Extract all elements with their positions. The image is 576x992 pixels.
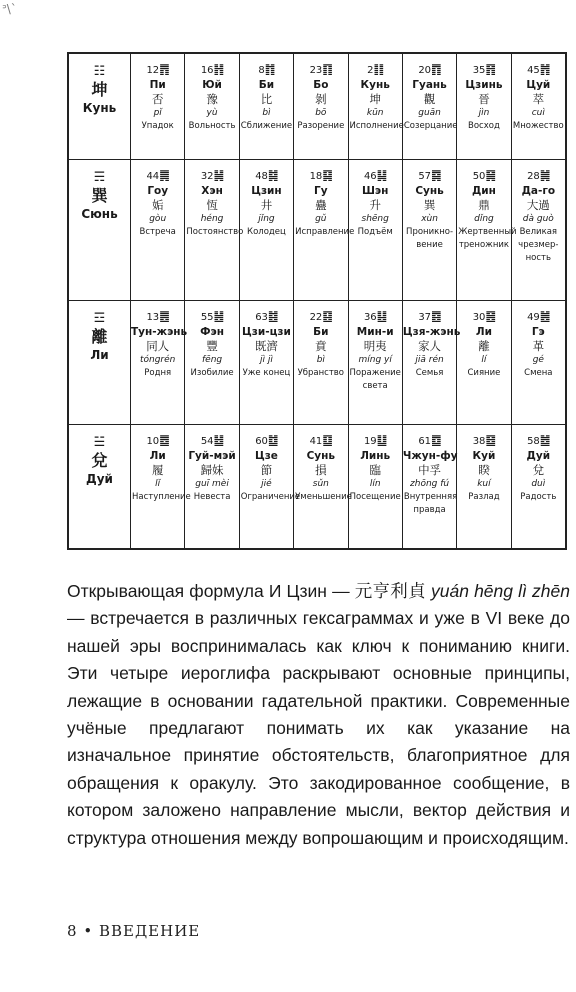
hexagram-pinyin: kūn	[366, 108, 384, 118]
hexagram-translation: Жертвенный треножник	[458, 227, 517, 251]
trigram-hanzi: 離	[91, 327, 108, 347]
trigram-cell	[69, 425, 131, 549]
hexagram-number: 36	[363, 312, 377, 324]
hexagram-number: 8	[258, 65, 265, 76]
hexagram-hanzi: 升	[369, 198, 381, 213]
hexagram-name: Гу	[314, 185, 328, 198]
trigram-symbol: ☲	[93, 311, 106, 327]
hexagram-hanzi: 兌	[532, 463, 545, 478]
hexagram-name: Юй	[202, 79, 222, 91]
table-row	[69, 160, 566, 301]
hexagram-cell	[402, 301, 461, 425]
hexagram-hanzi: 恆	[206, 198, 218, 213]
hexagram-pinyin: bì	[316, 355, 325, 366]
hexagram-pinyin: míng yí	[358, 355, 392, 366]
hexagram-name: Сунь	[306, 450, 336, 463]
hexagram-hanzi: 蠱	[315, 198, 327, 213]
hexagram-cell	[457, 54, 511, 160]
hexagram-name: Гэ	[531, 326, 545, 339]
hexagram-cell	[239, 54, 293, 160]
hexagram-cell	[294, 301, 348, 425]
trigram-name: Ли	[90, 348, 109, 363]
hexagram-hanzi: 豐	[206, 339, 218, 354]
table-row	[69, 425, 566, 549]
hexagram-pinyin: xùn	[421, 214, 438, 225]
hexagram-icon: ䷫	[159, 168, 169, 183]
section-title: ВВЕДЕНИЕ	[98, 922, 201, 940]
hexagram-number: 46	[363, 171, 377, 183]
hexagram-icon: ䷤	[431, 309, 441, 324]
hexagram-number: 19	[363, 436, 377, 448]
hexagram-icon: ䷨	[322, 433, 333, 448]
hexagram-translation: Семья	[415, 368, 444, 379]
hexagram-pinyin: gǔ	[315, 214, 327, 225]
trigram-cell	[69, 301, 131, 425]
hexagram-number: 48	[255, 171, 268, 183]
trigram-name: Дуй	[86, 472, 113, 487]
page-footer	[67, 922, 200, 940]
hexagram-pinyin: héng	[200, 214, 224, 225]
hexagram-name: Би	[258, 79, 275, 91]
hexagram-name: Хэн	[201, 185, 223, 198]
hexagram-number: 22	[309, 312, 323, 324]
hexagram-pinyin: jié	[261, 479, 272, 490]
hexagram-number: 57	[418, 171, 432, 183]
hexagram-cell	[294, 425, 352, 549]
hexagram-translation: Колодец	[247, 227, 286, 238]
hexagram-hanzi: 離	[478, 339, 490, 354]
hexagram-name: Кунь	[360, 79, 390, 91]
hexagram-name: Дуй	[526, 450, 551, 463]
hexagram-translation: Восход	[468, 121, 500, 131]
hexagram-hanzi: 睽	[478, 463, 490, 478]
hexagram-pinyin: pǐ	[153, 108, 162, 118]
trigram-hanzi: 兌	[91, 451, 108, 471]
trigram-symbol: ☷	[93, 64, 106, 79]
hexagram-name: Цзинь	[465, 79, 503, 91]
hexagram-number: 38	[472, 436, 486, 448]
trigram-cell	[69, 160, 131, 301]
paragraph-start: Открывающая формула И Цзин — 元亨利貞	[67, 581, 431, 601]
hexagram-translation: Смена	[524, 368, 553, 379]
hexagram-pinyin: sǔn	[312, 479, 329, 490]
hexagram-hanzi: 觀	[423, 92, 436, 106]
hexagram-icon: ䷕	[322, 309, 333, 324]
hexagram-name: Шэн	[361, 185, 389, 198]
hexagram-hanzi: 姤	[151, 198, 164, 213]
hexagram-cell	[511, 301, 565, 425]
footer-separator: •	[83, 922, 94, 940]
hexagram-cell	[131, 425, 191, 549]
hexagram-icon: ䷻	[267, 433, 278, 448]
hexagram-translation: Подъём	[357, 227, 393, 238]
hexagram-translation: Разорение	[297, 121, 345, 131]
hexagram-pinyin: jìn	[478, 108, 490, 118]
hexagram-hanzi: 比	[260, 92, 273, 106]
hexagram-number: 20	[418, 65, 432, 76]
hexagram-pinyin: lín	[369, 479, 381, 490]
hexagram-number: 10	[146, 436, 160, 448]
hexagram-cell	[239, 425, 301, 549]
hexagram-number: 23	[309, 65, 323, 76]
hexagram-name: Бо	[313, 79, 329, 91]
hexagram-translation: Встреча	[139, 227, 176, 238]
hexagram-number: 28	[527, 171, 540, 183]
hexagram-name: Пи	[149, 79, 166, 91]
hexagram-translation: Постоянство	[186, 227, 244, 238]
hexagram-icon: ䷏	[213, 62, 224, 76]
hexagram-cell	[402, 425, 456, 549]
hexagram-hanzi: 否	[151, 92, 164, 106]
hexagram-translation: Проникно-вение	[406, 227, 454, 251]
hexagram-hanzi: 大過	[526, 198, 550, 213]
hexagram-icon: ䷶	[213, 309, 224, 324]
hexagram-icon: ䷣	[376, 309, 387, 324]
hexagram-icon: ䷢	[485, 62, 496, 76]
hexagram-hanzi: 履	[151, 463, 164, 478]
hexagram-number: 50	[472, 171, 486, 183]
hexagram-hanzi: 豫	[206, 92, 218, 106]
hexagram-number: 2	[367, 65, 374, 76]
hexagram-name: Би	[313, 326, 329, 339]
body-paragraph	[67, 578, 570, 852]
hexagram-cell	[185, 160, 244, 301]
trigram-name: Кунь	[82, 101, 117, 115]
hexagram-hanzi: 井	[260, 198, 273, 213]
hexagram-hanzi: 賁	[315, 339, 327, 354]
hexagram-translation: Исправление	[295, 227, 355, 238]
hexagram-pinyin: guī mèi	[195, 479, 229, 490]
hexagram-icon: ䷓	[431, 62, 441, 76]
hexagram-hanzi: 臨	[369, 463, 381, 478]
hexagram-hanzi: 坤	[369, 92, 381, 106]
hexagram-cell	[131, 301, 188, 425]
hexagram-name: Цзи-цзи	[242, 326, 291, 339]
hexagram-icon: ䷟	[213, 168, 224, 183]
paragraph-italic-pinyin: yuán hēng lì zhēn	[430, 581, 570, 601]
hexagram-icon: ䷼	[431, 433, 441, 448]
hexagram-translation: Созерцание	[403, 121, 458, 131]
hexagram-pinyin: fēng	[202, 355, 223, 366]
hexagram-icon: ䷰	[539, 309, 550, 324]
hexagram-translation: Исполнение	[349, 121, 404, 131]
hexagram-icon: ䷇	[264, 62, 275, 76]
hexagram-cell	[185, 425, 239, 549]
hexagram-name: Да-го	[521, 185, 556, 198]
hexagram-translation: Внутренняя правда	[403, 492, 458, 516]
hexagram-pinyin: kuí	[477, 479, 491, 490]
hexagram-name: Куй	[472, 450, 496, 463]
hexagram-cell	[131, 160, 185, 301]
hexagram-icon: ䷥	[485, 433, 496, 448]
hexagram-number: 55	[200, 312, 214, 324]
hexagram-cell	[294, 54, 348, 160]
hexagram-icon: ䷑	[322, 168, 333, 183]
hexagram-hanzi: 家人	[418, 339, 442, 354]
hexagram-pinyin: dǐng	[474, 214, 494, 225]
hexagram-translation: Убранство	[297, 368, 345, 379]
hexagram-translation: Родня	[144, 368, 172, 379]
hexagram-hanzi: 巽	[423, 198, 436, 213]
hexagram-name: Цуй	[526, 79, 551, 91]
hexagram-icon: ䷋	[159, 62, 169, 76]
hexagram-name: Гуй-мэй	[188, 450, 236, 463]
hexagram-pinyin: jǐng	[258, 214, 275, 225]
hexagram-cell	[185, 301, 239, 425]
hexagram-name: Цзя-жэнь	[402, 326, 461, 339]
page-number: 8	[67, 922, 78, 940]
hexagram-number: 61	[418, 436, 432, 448]
hexagram-name: Цзин	[251, 185, 282, 198]
table-row	[69, 301, 566, 425]
hexagram-icon: ䷉	[159, 433, 169, 448]
hexagram-name: Гоу	[147, 185, 169, 198]
hexagram-cell	[294, 160, 355, 301]
hexagram-icon: ䷯	[267, 168, 278, 183]
hexagram-cell	[457, 425, 511, 549]
hexagram-translation: Невеста	[193, 492, 231, 503]
hexagram-number: 63	[255, 312, 268, 324]
hexagram-cell	[511, 425, 565, 549]
hexagram-number: 12	[146, 65, 160, 76]
hexagram-translation: Уменьшение	[295, 492, 352, 503]
hexagram-number: 35	[472, 65, 486, 76]
hexagram-hanzi: 損	[315, 463, 327, 478]
hexagram-translation: Великая чрезмер-ность	[518, 227, 559, 264]
hexagram-icon: ䷵	[213, 433, 224, 448]
hexagram-icon: ䷁	[373, 62, 384, 76]
hexagram-hanzi: 晉	[478, 92, 490, 106]
hexagram-pinyin: lí	[481, 355, 487, 366]
hexagram-translation: Наступление	[132, 492, 191, 503]
hexagram-cell	[402, 160, 456, 301]
hexagram-name: Фэн	[200, 326, 225, 339]
hexagram-name: Мин-и	[356, 326, 394, 339]
hexagram-number: 37	[418, 312, 432, 324]
hexagram-number: 16	[200, 65, 214, 76]
hexagram-translation: Сияние	[467, 368, 501, 379]
hexagram-hanzi: 革	[532, 339, 545, 354]
hexagram-icon: ䷸	[431, 168, 441, 183]
hexagram-cell	[348, 301, 402, 425]
hexagram-pinyin: zhōng fú	[410, 479, 450, 490]
hexagram-icon: ䷹	[539, 433, 550, 448]
hexagram-translation: Посещение	[349, 492, 401, 503]
hexagram-cell	[348, 425, 402, 549]
hexagram-hanzi: 鼎	[478, 198, 490, 213]
hexagram-icon: ䷾	[267, 309, 278, 324]
hexagram-icon: ䷱	[485, 168, 496, 183]
hexagram-translation: Вольность	[188, 121, 236, 131]
hexagram-number: 13	[146, 312, 160, 324]
hexagram-translation: Радость	[520, 492, 557, 503]
hexagram-translation: Сближение	[240, 121, 293, 131]
hexagram-pinyin: tóngrén	[139, 355, 176, 366]
hexagram-icon: ䷭	[376, 168, 387, 183]
hexagram-pinyin: lǐ	[155, 479, 161, 490]
hexagram-hanzi: 中孚	[418, 463, 442, 478]
hexagram-grid	[68, 53, 566, 549]
hexagram-pinyin: bì	[262, 108, 271, 118]
hexagram-pinyin: guān	[418, 108, 441, 118]
hexagram-number: 45	[527, 65, 540, 76]
hexagram-icon: ䷛	[539, 168, 550, 183]
hexagram-cell	[511, 160, 565, 301]
hexagram-number: 30	[472, 312, 486, 324]
hexagram-pinyin: dà guò	[522, 214, 554, 225]
hexagram-number: 44	[146, 171, 160, 183]
hexagram-number: 58	[527, 436, 540, 448]
hexagram-pinyin: jì jì	[260, 355, 273, 366]
hexagram-translation: Упадок	[141, 121, 174, 131]
hexagram-icon: ䷝	[485, 309, 496, 324]
hexagram-pinyin: duì	[531, 479, 546, 490]
hexagram-cell	[185, 54, 239, 160]
hexagram-hanzi: 剝	[315, 92, 327, 106]
paragraph-rest: — встречается в различных гексаграммах и уже в VI веке до нашей эры воспринималась как ключ к пониманию книги. Эти четыре иероглифа раскрывают основные принципы, лежащие в основании гадательной практики. Современные учёные предлагают понимать их как указание на изначальное принятие обстоятельств, благоприятное для обращения к оракулу. Это закодированное сообщение, в котором заложено направление мысли, вектор действия и структура отношения между вопрошающим и происходящим.	[67, 608, 570, 848]
hexagram-name: Гуань	[412, 79, 447, 91]
hexagram-hanzi: 歸妹	[200, 463, 224, 478]
corner-mark: ᐣ\`	[2, 2, 17, 16]
hexagram-number: 60	[255, 436, 268, 448]
hexagram-translation: Изобилие	[190, 368, 234, 379]
hexagram-hanzi: 節	[260, 463, 273, 478]
hexagram-icon: ䷖	[322, 62, 333, 76]
hexagram-number: 32	[200, 171, 214, 183]
hexagram-translation: Уже конец	[242, 368, 291, 379]
hexagram-name: Чжун-фу	[402, 450, 458, 463]
hexagram-icon: ䷒	[376, 433, 387, 448]
hexagram-pinyin: cuì	[531, 108, 545, 118]
hexagram-hanzi: 既濟	[254, 339, 278, 354]
hexagram-cell	[131, 54, 185, 160]
hexagram-icon: ䷌	[159, 309, 169, 324]
hexagram-cell	[511, 54, 565, 160]
hexagram-translation: Множество	[512, 121, 564, 131]
hexagram-number: 41	[309, 436, 323, 448]
hexagram-hanzi: 萃	[532, 92, 545, 106]
table-row	[69, 54, 566, 160]
hexagram-cell	[457, 160, 517, 301]
hexagram-translation: Ограничение	[240, 492, 301, 503]
hexagram-cell	[348, 54, 402, 160]
hexagram-icon: ䷬	[539, 62, 550, 76]
hexagram-name: Цзе	[254, 450, 278, 463]
hexagram-name: Ли	[149, 450, 166, 463]
hexagram-cell	[239, 160, 293, 301]
hexagram-hanzi: 同人	[146, 339, 170, 354]
trigram-hanzi: 坤	[91, 80, 108, 99]
hexagram-number: 18	[309, 171, 323, 183]
hexagram-translation: Поражение света	[349, 368, 401, 392]
hexagram-pinyin: shēng	[361, 214, 389, 225]
hexagram-pinyin: jiā rén	[415, 355, 444, 366]
hexagram-name: Ли	[475, 326, 492, 339]
trigram-hanzi: 巽	[91, 186, 108, 206]
hexagram-name: Тун-жэнь	[131, 326, 188, 339]
trigram-cell	[69, 54, 131, 160]
hexagram-cell	[348, 160, 402, 301]
hexagram-pinyin: gòu	[149, 214, 167, 225]
hexagram-translation: Разлад	[468, 492, 500, 503]
hexagram-cell	[239, 301, 293, 425]
hexagram-table	[67, 52, 567, 550]
hexagram-cell	[457, 301, 511, 425]
hexagram-number: 54	[200, 436, 214, 448]
hexagram-name: Сунь	[415, 185, 444, 198]
hexagram-pinyin: yù	[206, 108, 218, 118]
hexagram-number: 49	[527, 312, 540, 324]
trigram-symbol: ☴	[93, 170, 106, 186]
hexagram-cell	[402, 54, 456, 160]
hexagram-name: Дин	[471, 185, 496, 198]
hexagram-name: Линь	[360, 450, 391, 463]
trigram-symbol: ☱	[93, 435, 106, 451]
hexagram-pinyin: gé	[532, 355, 544, 366]
hexagram-pinyin: bō	[315, 108, 327, 118]
hexagram-hanzi: 明夷	[363, 339, 387, 354]
trigram-name: Сюнь	[81, 207, 118, 222]
